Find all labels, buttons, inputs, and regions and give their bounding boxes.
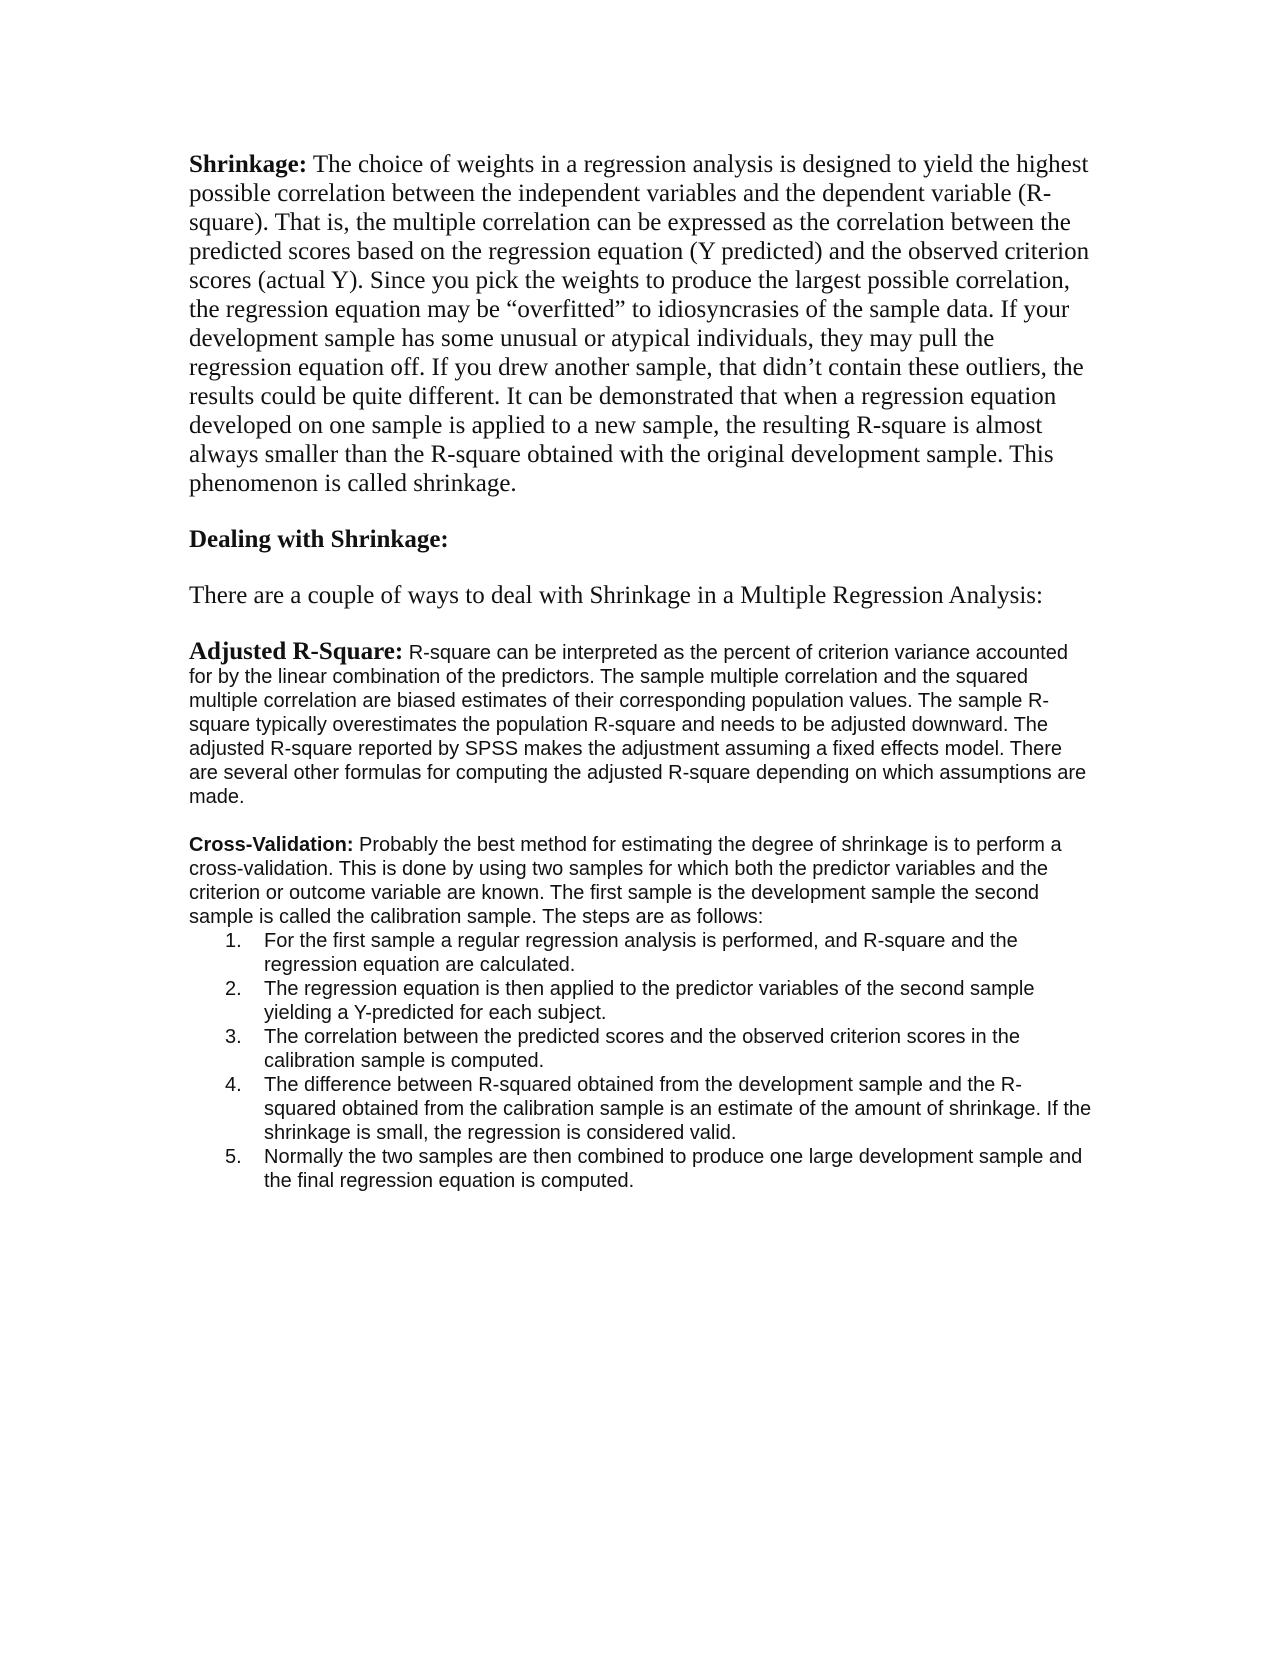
- step-number: 4.: [225, 1074, 242, 1096]
- step-number: 1.: [225, 930, 242, 952]
- list-item: [189, 1073, 1094, 1145]
- cross-validation-paragraph: [189, 833, 1094, 929]
- shrinkage-text: The choice of weights in a regression analysis is designed to yield the highest possible correlation between the independent variables and the dependent variable (R-square). That is, the multiple correlation can be expressed as the correlation between the predicted scores based on the regression equation (Y predicted) and the observed criterion scores (actual Y). Since you pick the weights to produce the largest possible correlation, the regression equation may be “overfitted” to idiosyncrasies of the sample data. If your development sample has some unusual or atypical individuals, they may pull the regression equation off. If you drew another sample, that didn’t contain these outliers, the results could be quite different. It can be demonstrated that when a regression equation developed on one sample is applied to a new sample, the resulting R-square is almost always smaller than the R-square obtained with the original development sample. This phenomenon is called shrinkage.: [189, 151, 1090, 497]
- list-item: [189, 977, 1094, 1025]
- cross-validation-lead: Cross-Validation:: [189, 834, 354, 856]
- cross-validation-steps: [189, 929, 1094, 1193]
- document-page: [189, 150, 1094, 1193]
- list-item: [189, 1145, 1094, 1193]
- adjusted-r-square-text: R-square can be interpreted as the percent of criterion variance accounted for by the linear combination of the predictors. The sample multiple correlation and the squared multiple correlation are biased estimates of their corresponding population values. The sample R-square typically overestimates the population R-square and needs to be adjusted downward. The adjusted R-square reported by SPSS makes the adjustment assuming a fixed effects model. There are several other formulas for computing the adjusted R-square depending on which assumptions are made.: [189, 642, 1087, 808]
- step-text: For the first sample a regular regression analysis is performed, and R-square and the regression equation are calculated.: [264, 930, 1018, 976]
- step-text: Normally the two samples are then combined to produce one large development sample and the final regression equation is computed.: [264, 1146, 1083, 1192]
- adjusted-r-square-paragraph: [189, 640, 1094, 809]
- shrinkage-paragraph: [189, 150, 1094, 498]
- list-item: [189, 1025, 1094, 1073]
- step-text: The difference between R-squared obtained from the development sample and the R-squared obtained from the calibration sample is an estimate of the amount of shrinkage. If the shrinkage is small, the regression is considered valid.: [264, 1074, 1092, 1144]
- adjusted-r-square-lead: Adjusted R-Square:: [189, 638, 404, 665]
- step-text: The regression equation is then applied to the predictor variables of the second sample yielding a Y-predicted for each subject.: [264, 978, 1035, 1024]
- dealing-with-shrinkage-heading: Dealing with Shrinkage:: [189, 526, 449, 553]
- intro-paragraph: There are a couple of ways to deal with Shrinkage in a Multiple Regression Analysis:: [189, 582, 1043, 609]
- cross-validation-text: Probably the best method for estimating the degree of shrinkage is to perform a cross-validation. This is done by using two samples for which both the predictor variables and the criterion or outcome variable are known. The first sample is the development sample the second sample is called the calibration sample. The steps are as follows:: [189, 834, 1062, 928]
- step-text: The correlation between the predicted scores and the observed criterion scores in the calibration sample is computed.: [264, 1026, 1020, 1072]
- step-number: 3.: [225, 1026, 242, 1048]
- shrinkage-lead: Shrinkage:: [189, 151, 308, 178]
- step-number: 2.: [225, 978, 242, 1000]
- step-number: 5.: [225, 1146, 242, 1168]
- list-item: [189, 929, 1094, 977]
